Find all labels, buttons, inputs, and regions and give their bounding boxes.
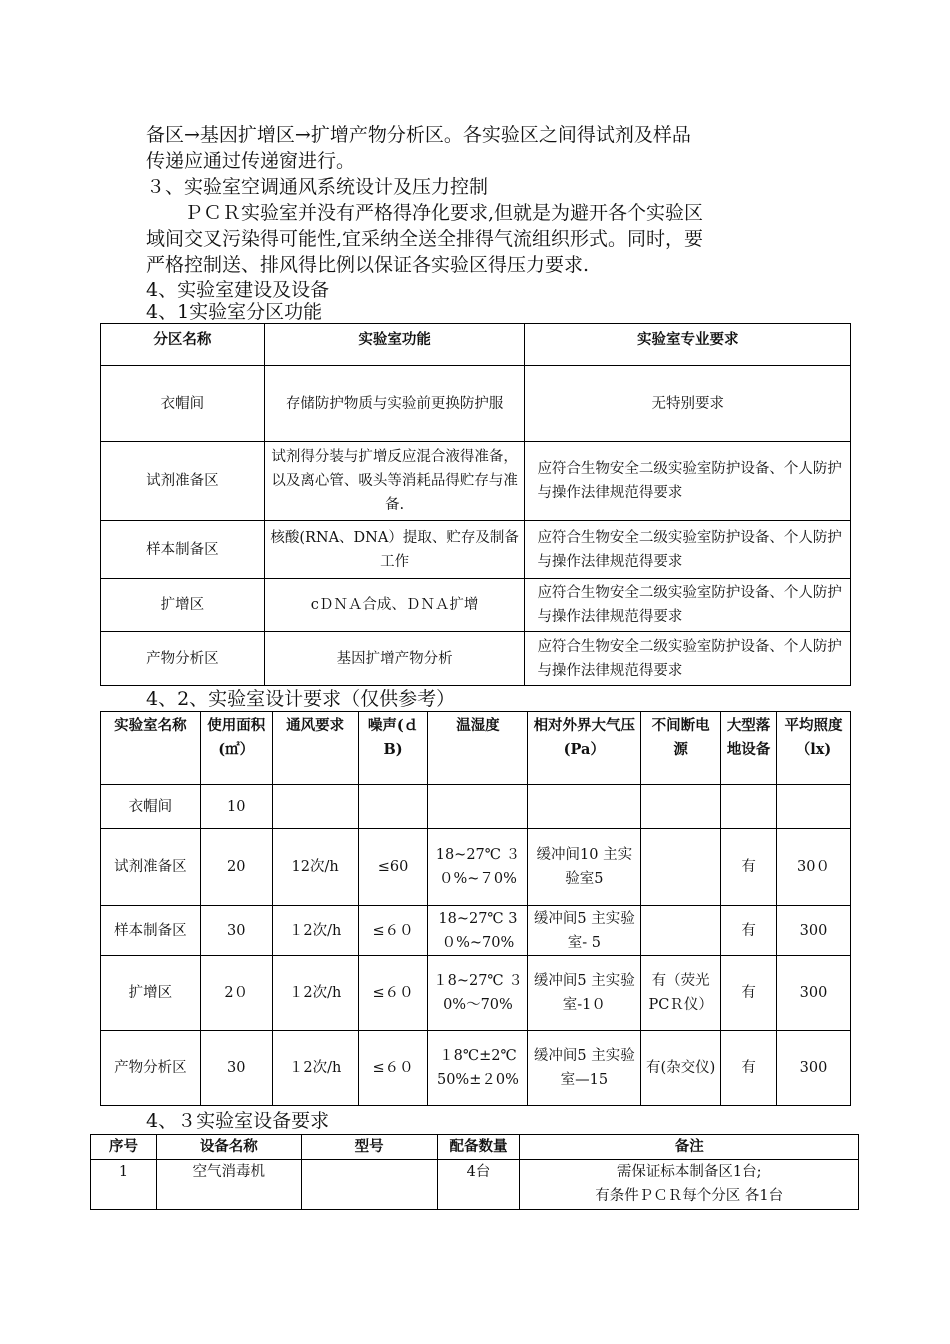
zone-requirement: 应符合生物安全二级实验室防护设备、个人防护与操作法律规范得要求 xyxy=(525,442,851,521)
header-room-name: 实验室名称 xyxy=(101,712,201,785)
zone-function: 核酸(RNA、DNA）提取、贮存及制备工作 xyxy=(264,521,525,579)
zone-name: 衣帽间 xyxy=(101,366,265,442)
table-row xyxy=(101,442,851,521)
note-line: 有条件ＰＣＲ每个分区 各1台 xyxy=(595,1188,784,1204)
cell: 30 xyxy=(200,906,272,956)
cell: ≤６０ xyxy=(358,956,428,1031)
cell: 30０ xyxy=(777,829,851,906)
cell: 300 xyxy=(777,1031,851,1106)
cell: 有（荧光PCＲ仪） xyxy=(641,956,721,1031)
header-temp-humidity: 温湿度 xyxy=(428,712,528,785)
zone-name: 产物分析区 xyxy=(101,632,265,686)
cell: 有 xyxy=(721,956,777,1031)
section4-heading: 4、实验室建设及设备 xyxy=(146,279,330,301)
zone-requirement: 应符合生物安全二级实验室防护设备、个人防护与操作法律规范得要求 xyxy=(525,521,851,579)
table-row xyxy=(101,1031,851,1106)
cell xyxy=(777,785,851,829)
cell: １2次/h xyxy=(272,906,358,956)
cell: 有 xyxy=(721,829,777,906)
cell: 扩增区 xyxy=(101,956,201,1031)
header-pressure: 相对外界大气压(Pa） xyxy=(528,712,641,785)
header-lab-requirement: 实验室专业要求 xyxy=(525,324,851,366)
header-illuminance: 平均照度（lx) xyxy=(777,712,851,785)
table-row xyxy=(101,521,851,579)
cell: １2次/h xyxy=(272,956,358,1031)
cell: 缓冲间5 主实验室-1０ xyxy=(528,956,641,1031)
table-row xyxy=(101,366,851,442)
zone-function: cＤＮＡ合成、ＤＮＡ扩增 xyxy=(264,579,525,632)
header-ups: 不间断电源 xyxy=(641,712,721,785)
cell: 18~27℃ 3０%~70% xyxy=(428,906,528,956)
header-note: 备注 xyxy=(520,1135,859,1160)
zone-function: 试剂得分装与扩增反应混合液得准备，以及离心管、吸头等消耗品得贮存与准备. xyxy=(264,442,525,521)
cell xyxy=(428,785,528,829)
cell: １8~27℃ ３0%～70% xyxy=(428,956,528,1031)
cell xyxy=(641,906,721,956)
cell xyxy=(641,785,721,829)
zone-name: 样本制备区 xyxy=(101,521,265,579)
section3-heading: ３、实验室空调通风系统设计及压力控制 xyxy=(146,176,489,198)
header-equipment-name: 设备名称 xyxy=(156,1135,301,1160)
cell: 2０ xyxy=(200,956,272,1031)
section42-heading: 4、2、实验室设计要求（仅供参考） xyxy=(146,688,456,710)
cell xyxy=(641,829,721,906)
header-area: 使用面积(㎡） xyxy=(200,712,272,785)
table-header-row xyxy=(101,324,851,366)
table-header-row xyxy=(101,712,851,785)
equipment-model xyxy=(301,1160,437,1210)
lab-design-table xyxy=(100,711,851,1106)
equipment-note xyxy=(520,1160,859,1210)
table-row xyxy=(101,829,851,906)
cell xyxy=(528,785,641,829)
table-row xyxy=(101,632,851,686)
cell: ≤60 xyxy=(358,829,428,906)
header-model: 型号 xyxy=(301,1135,437,1160)
cell: 20 xyxy=(200,829,272,906)
section3-line-3: 严格控制送、排风得比例以保证各实验区得压力要求. xyxy=(146,254,590,276)
table-row xyxy=(101,785,851,829)
zone-requirement: 无特别要求 xyxy=(525,366,851,442)
section3-line-1: ＰＣＲ实验室并没有严格得净化要求,但就是为避开各个实验区 xyxy=(184,202,704,224)
zone-function: 基因扩增产物分析 xyxy=(264,632,525,686)
header-zone-name: 分区名称 xyxy=(101,324,265,366)
cell: 产物分析区 xyxy=(101,1031,201,1106)
header-quantity: 配备数量 xyxy=(437,1135,520,1160)
cell: 300 xyxy=(777,906,851,956)
cell: 有 xyxy=(721,1031,777,1106)
zone-name: 试剂准备区 xyxy=(101,442,265,521)
serial-number: 1 xyxy=(91,1160,157,1210)
section3-line-2: 域间交叉污染得可能性,宜采纳全送全排得气流组织形式。同时，要 xyxy=(146,228,704,250)
zone-requirement: 应符合生物安全二级实验室防护设备、个人防护与操作法律规范得要求 xyxy=(525,579,851,632)
section41-heading: 4、1实验室分区功能 xyxy=(146,301,323,323)
zone-function: 存储防护物质与实验前更换防护服 xyxy=(264,366,525,442)
header-noise: 噪声(ｄB) xyxy=(358,712,428,785)
header-serial: 序号 xyxy=(91,1135,157,1160)
cell: ≤６０ xyxy=(358,906,428,956)
cell: 缓冲间10 主实验室5 xyxy=(528,829,641,906)
intro-line-1: 备区→基因扩增区→扩增产物分析区。各实验区之间得试剂及样品 xyxy=(146,124,691,146)
cell xyxy=(358,785,428,829)
header-ventilation: 通风要求 xyxy=(272,712,358,785)
note-line: 需保证标本制备区1台; xyxy=(616,1164,762,1180)
header-large-equipment: 大型落地设备 xyxy=(721,712,777,785)
header-lab-function: 实验室功能 xyxy=(264,324,525,366)
cell: ≤６０ xyxy=(358,1031,428,1106)
zone-requirement: 应符合生物安全二级实验室防护设备、个人防护与操作法律规范得要求 xyxy=(525,632,851,686)
equipment-quantity: 4台 xyxy=(437,1160,520,1210)
cell: 18~27℃ ３０%~７0% xyxy=(428,829,528,906)
section43-heading: 4、３实验室设备要求 xyxy=(146,1110,330,1132)
cell: 样本制备区 xyxy=(101,906,201,956)
intro-line-2: 传递应通过传递窗进行。 xyxy=(146,150,356,172)
equipment-table xyxy=(90,1134,859,1210)
table-row xyxy=(101,579,851,632)
cell: 300 xyxy=(777,956,851,1031)
cell: 缓冲间5 主实验室—15 xyxy=(528,1031,641,1106)
table-row xyxy=(91,1160,859,1210)
cell: 12次/h xyxy=(272,829,358,906)
cell: 衣帽间 xyxy=(101,785,201,829)
zone-name: 扩增区 xyxy=(101,579,265,632)
cell: １2次/h xyxy=(272,1031,358,1106)
cell: 10 xyxy=(200,785,272,829)
cell: 有(杂交仪) xyxy=(641,1031,721,1106)
cell xyxy=(272,785,358,829)
zone-function-table xyxy=(100,323,851,686)
table-row xyxy=(101,906,851,956)
table-row xyxy=(101,956,851,1031)
cell: １8℃±2℃ 50%±２0% xyxy=(428,1031,528,1106)
cell: 30 xyxy=(200,1031,272,1106)
cell: 试剂准备区 xyxy=(101,829,201,906)
cell: 有 xyxy=(721,906,777,956)
equipment-name: 空气消毒机 xyxy=(156,1160,301,1210)
cell: 缓冲间5 主实验室- 5 xyxy=(528,906,641,956)
table-header-row xyxy=(91,1135,859,1160)
cell xyxy=(721,785,777,829)
